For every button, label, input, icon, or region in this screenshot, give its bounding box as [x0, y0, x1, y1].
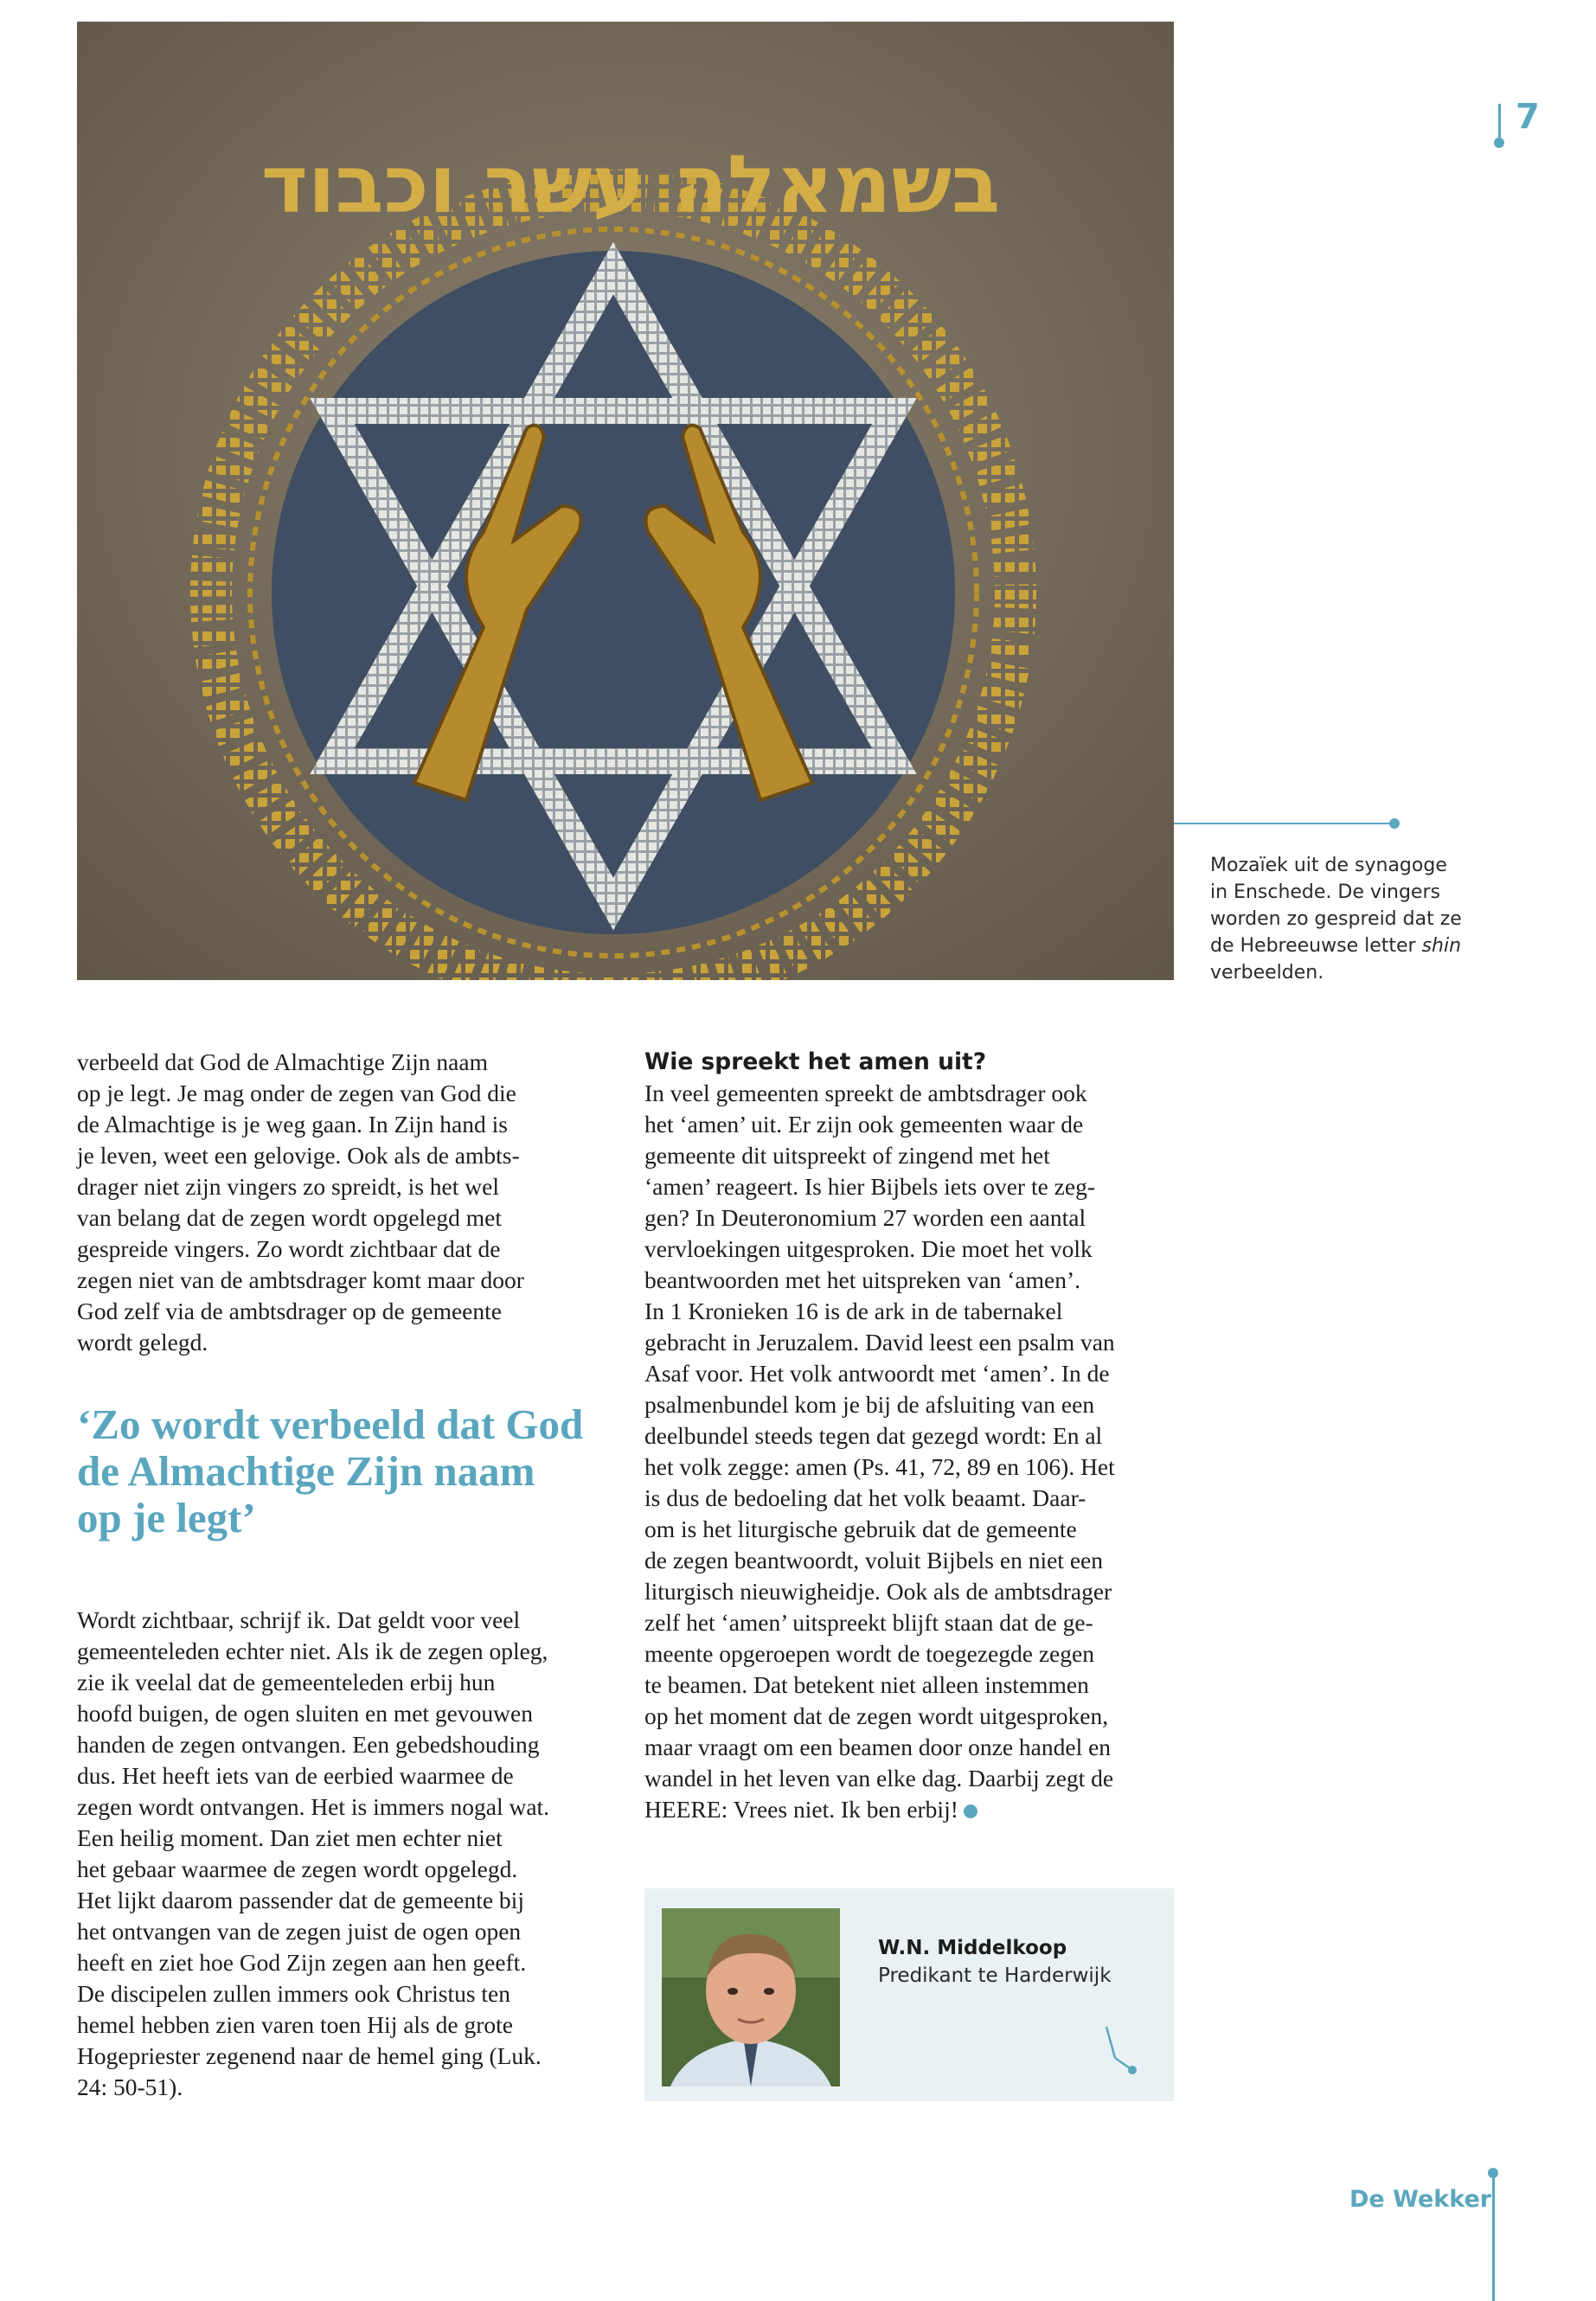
- paragraph-3: In veel gemeenten spreekt de ambtsdrager ook het ‘amen’ uit. Er zijn ook gemeenten waar de gemeente dit uitspreekt of zingend met het ‘amen’ reageert. Is hier Bijbels iets over te zeg- gen? In Deuteronomium 27 worden een aantal vervloekingen uitgesproken. Die moet het volk beantwoorden met het uitspreken van ‘amen’. In 1 Kronieken 16 is de ark in de tabernakel gebracht in Jeruzalem. David leest een psalm van Asaf voor. Het volk antwoordt met ‘amen’. In de psalmenbundel kom je bij de afsluiting van een deelbundel steeds tegen dat gezegd wordt: En al het volk zegge: amen (Ps. 41, 72, 89 en 106). Het is dus de bedoeling dat het volk beaamt. Daar- om is het liturgische gebruik dat de gemeente de zegen beantwoordt, voluit Bijbels en niet een liturgisch nieuwigheidje. Ook als de ambtsdrager zelf het ‘amen’ uitspreekt blijft staan dat de ge- meente opgeroepen wordt de toegezegde zegen te beamen. Dat betekent niet alleen instemmen op het moment dat de zegen wordt uitgesproken, maar vraagt om een beamen door onze handel en wandel in het leven van elke dag. Daarbij zegt de HEERE: Vrees niet. Ik ben erbij!: [644, 1080, 1115, 1823]
- hebrew-inscription: בשמאלה עשר וכבוד: [260, 138, 1001, 231]
- page-number-dot: [1494, 138, 1504, 148]
- author-box: [644, 1888, 1174, 2101]
- author-name: W.N. Middelkoop: [878, 1937, 1067, 1959]
- decorative-line-icon: [1103, 2025, 1138, 2077]
- paragraph-1: verbeeld dat God de Almachtige Zijn naam op je legt. Je mag onder de zegen van God die de Almachtige is je weg gaan. In Zijn hand is je leven, weet een gelovige. Ook als de ambts- drager niet zijn vingers zo spreidt, is het wel van belang dat de zegen wordt opgelegd met gespreide vingers. Zo wordt zichtbaar dat de zegen niet van de ambtsdrager komt maar door God zelf via de ambtsdrager op de gemeente wordt gelegd.: [77, 1048, 524, 1356]
- author-photo: [662, 1908, 840, 2086]
- image-caption: [1210, 852, 1470, 986]
- left-column-intro: [77, 1047, 622, 1358]
- mosaic-photo: [77, 22, 1174, 980]
- caption-leader-line: [1174, 823, 1393, 824]
- section-heading: Wie spreekt het amen uit?: [644, 1048, 987, 1075]
- author-portrait: [662, 1908, 840, 2086]
- mosaic-illustration: [77, 22, 1174, 980]
- author-role: Predikant te Harderwijk: [878, 1965, 1112, 1987]
- caption-text-end: verbeelden.: [1210, 962, 1324, 984]
- caption-term: shin: [1421, 935, 1462, 957]
- page-number: 7: [1516, 97, 1540, 137]
- footer-rule: [1492, 2173, 1495, 2301]
- caption-text: Mozaïek uit de synagoge in Enschede. De vingers worden zo gespreid dat ze de Hebreeuwse letter: [1210, 855, 1462, 957]
- pull-quote: ‘Zo wordt verbeeld dat God de Almachtige Zijn naam op je legt’: [77, 1400, 584, 1541]
- left-column-body: [77, 1605, 622, 2103]
- caption-leader-dot: [1389, 818, 1400, 829]
- end-mark-dot: [964, 1804, 977, 1818]
- paragraph-2: Wordt zichtbaar, schrijf ik. Dat geldt voor veel gemeenteleden echter niet. Als ik de zegen opleg, zie ik veelal dat de gemeenteleden erbij hun hoofd buigen, de ogen sluiten en met gevouwen handen de zegen ontvangen. Een gebedshouding dus. Het heeft iets van de eerbied waarmee de zegen wordt ontvangen. Het is immers nogal wat. Een heilig moment. Dan ziet men echter niet het gebaar waarmee de zegen wordt opgelegd. Het lijkt daarom passender dat de gemeente bij het ontvangen van de zegen juist de ogen open heeft en ziet hoe God Zijn zegen aan hen geeft. De discipelen zullen immers ook Christus ten hemel hebben zien varen toen Hij als de grote Hogepriester zegenend naar de hemel ging (Luk. 24: 50-51).: [77, 1606, 550, 2100]
- magazine-title: De Wekker: [1349, 2186, 1492, 2213]
- right-column: [644, 1047, 1189, 1825]
